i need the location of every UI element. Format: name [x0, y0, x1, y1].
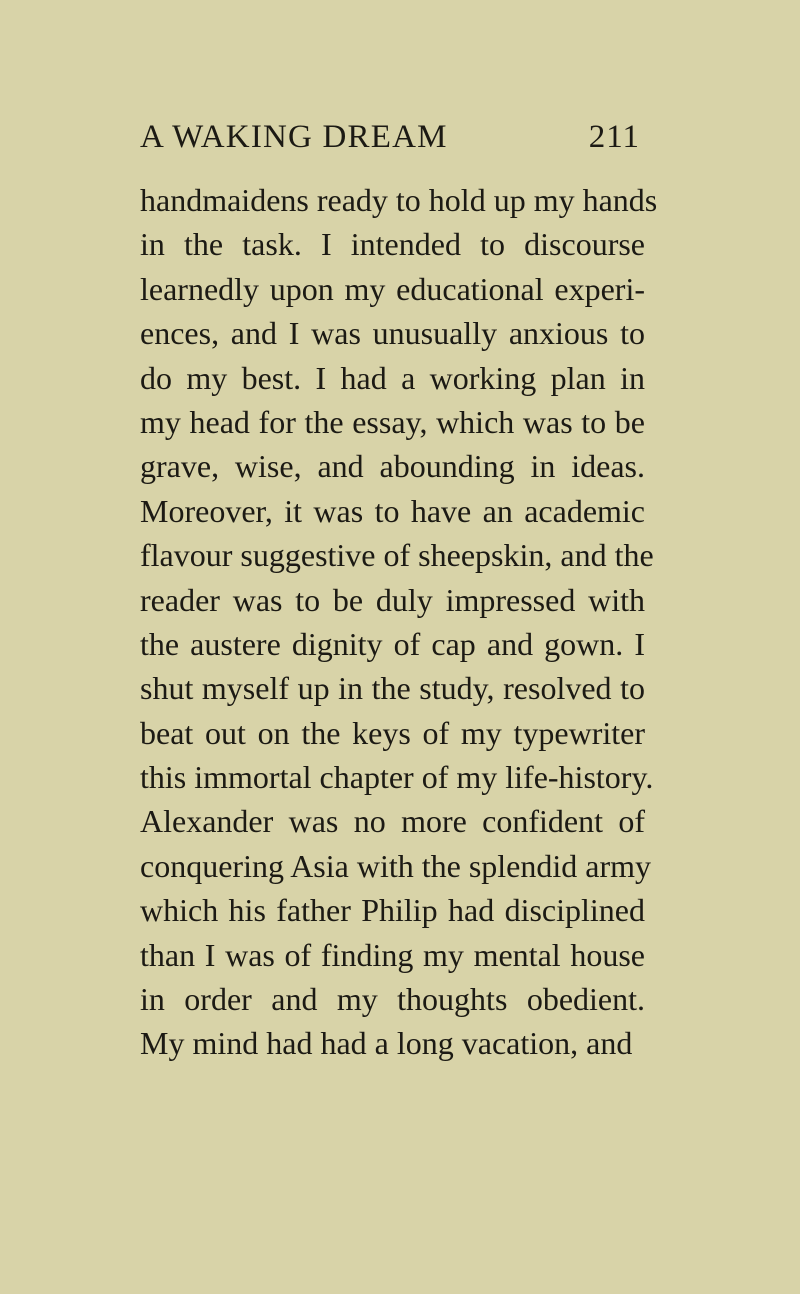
text-line: in order and my thoughts obedient. — [140, 981, 645, 1018]
text-line: grave, wise, and abounding in ideas. — [140, 448, 645, 485]
text-line: Alexander was no more confident of — [140, 803, 645, 840]
text-line: My mind had had a long vacation, and — [140, 1025, 633, 1062]
text-line: than I was of finding my mental house — [140, 936, 645, 973]
text-line: beat out on the keys of my typewriter — [140, 714, 645, 751]
text-line: do my best. I had a working plan in — [140, 359, 645, 396]
text-line: Moreover, it was to have an academic — [140, 492, 645, 529]
body-text — [140, 178, 658, 1066]
text-line: learnedly upon my educational experi- — [140, 270, 645, 307]
text-line: which his father Philip had disciplined — [140, 892, 645, 929]
text-line: flavour suggestive of sheepskin, and the — [140, 537, 654, 574]
running-head — [140, 112, 640, 162]
text-line: ences, and I was unusually anxious to — [140, 315, 645, 352]
text-line: conquering Asia with the splendid army — [140, 847, 652, 884]
text-line: handmaidens ready to hold up my hands — [140, 182, 658, 218]
text-line: reader was to be duly impressed with — [140, 581, 645, 618]
text-line: my head for the essay, which was to be — [140, 403, 645, 440]
chapter-title: A WAKING DREAM — [140, 119, 448, 155]
text-line: this immortal chapter of my life-history. — [140, 759, 654, 796]
text-line: in the task. I intended to discourse — [140, 226, 645, 263]
text-line: shut myself up in the study, resolved to — [140, 670, 645, 707]
page-number: 211 — [588, 119, 640, 155]
text-line: the austere dignity of cap and gown. I — [140, 625, 645, 662]
